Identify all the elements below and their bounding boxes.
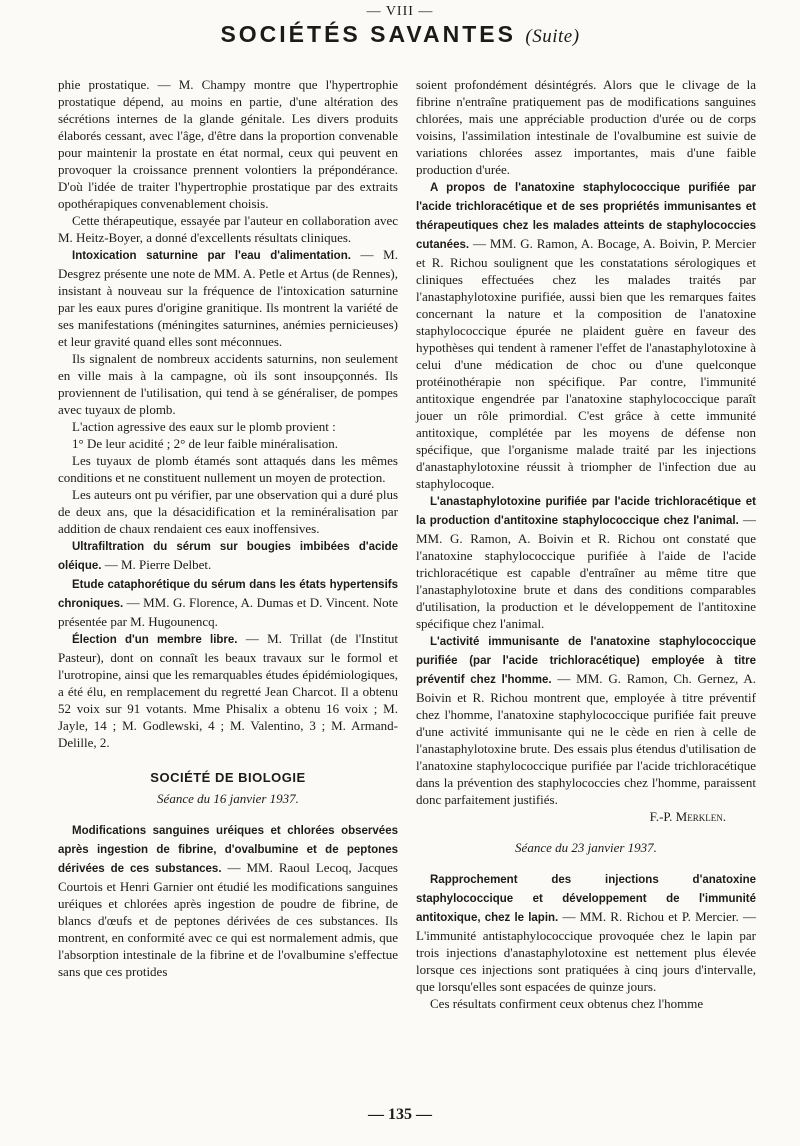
article-entry xyxy=(58,575,398,630)
article-entry xyxy=(58,537,398,575)
paragraph: Ces résultats confirment ceux obtenus chez l'homme xyxy=(430,996,704,1011)
article-body: — MM. G. Florence, A. Dumas et D. Vincent. Note présentée par M. Hugounencq. xyxy=(58,595,398,629)
article-entry xyxy=(416,870,756,995)
article-entry xyxy=(416,492,756,632)
roman-page-number: — VIII — xyxy=(366,4,434,19)
article-body: — M. Desgrez présente une note de MM. A. Petle et Artus (de Rennes), insistant à nouveau sur la fréquence de l'intoxication saturnine par les eaux pures d'origine granitique. Ils montrent la variété de ses manifestations (méningites saturnines, anémies pernicieuses) et leur gravité quand elles sont méconnues. xyxy=(58,247,398,349)
article-entry xyxy=(416,178,756,492)
article-body: — M. Pierre Delbet. xyxy=(101,557,212,572)
article-body: — MM. G. Ramon, A. Boivin et R. Richou ont constaté que l'anatoxine staphylococcique purifiée à l'aide de l'acide trichloracétique est capable d'entraîner au même titre que l'anastaphylotoxine brute et dans des conditions comparables d'utilisation, la production et le développement de l'antitoxine spécifique chez l'animal. xyxy=(416,512,756,631)
article-title: A propos de l'anatoxine staphylococcique purifiée par l'acide trichloracétique et de ses propriétés immunisantes et thérapeutiques chez les malades atteints de staphylococcies cutanées. xyxy=(416,182,756,251)
paragraph: Les auteurs ont pu vérifier, par une observation qui a duré plus de deux ans, que la désacidification et la reminéralisation par addition de chaux rendaient ces eaux inoffensives. xyxy=(58,487,398,536)
article-entry xyxy=(58,630,398,751)
right-column xyxy=(416,76,756,1012)
article-body: — MM. G. Ramon, Ch. Gernez, A. Boivin et R. Richou montrent que, employée à titre préventif chez l'homme, l'anatoxine staphylococcique purifiée fait preuve d'une activité immunisante qui ne le cède en rien à celle de l'anastaphylotoxine brute. Des essais plus étendus d'utilisation de l'anatoxine staphylococcique purifiée par l'acide trichloracétique dans la prévention des staphylococcies chez l'homme, paraissent donc parfaitement justifiés. xyxy=(416,671,756,807)
session-date: Séance du 23 janvier 1937. xyxy=(515,840,657,855)
article-title: Élection d'un membre libre. xyxy=(72,634,238,646)
article-body: — MM. R. Richou et P. Mercier. — L'immunité antistaphylococcique provoquée chez le lapin par trois injections d'anastaphylotoxine est nettement plus élevée lorsque ces injections sont pratiquées à cinq jours d'intervalle, que lorsqu'elles sont espacées de quinze jours. xyxy=(416,909,757,994)
article-body: — MM. Raoul Lecoq, Jacques Courtois et Henri Garnier ont étudié les modifications sanguines uréiques et chlorées après ingestion de poudre de fibrine, de blancs d'œufs et de peptones dérivées de ces substances. Ils montrent, en conformité avec ce qui est normalement admis, que l'absorption intestinale de la fibrine et de l'ovalbumine s'effectue sans que ces protides xyxy=(58,860,398,979)
page-number: — 135 — xyxy=(368,1106,432,1123)
paragraph: Ils signalent de nombreux accidents saturnins, non seulement en ville mais à la campagne, où ils sont insoupçonnés. Ils proviennent de l'utilisation, qui tend à se généraliser, de pompes avec tuyaux de plomb. xyxy=(58,351,398,417)
article-title: Intoxication saturnine par l'eau d'alimentation. xyxy=(72,250,351,262)
signature-text: F.-P. Merklen. xyxy=(649,809,726,824)
article-title: Modifications sanguines uréiques et chlorées observées après ingestion de fibrine, d'ovalbumine et de peptones dérivées de ces substances. xyxy=(58,825,398,875)
article-title: L'anastaphylotoxine purifiée par l'acide trichloracétique et la production d'antitoxine staphylococcique chez l'animal. xyxy=(416,496,756,527)
article-title: L'activité immunisante de l'anatoxine staphylococcique purifiée (par l'acide trichloracétique) employée à titre préventif chez l'homme. xyxy=(416,636,756,686)
paragraph: Les tuyaux de plomb étamés sont attaqués dans les mêmes conditions et ne constituent nullement un moyen de protection. xyxy=(58,453,398,485)
page-header xyxy=(0,4,800,48)
article-title: Ultrafiltration du sérum sur bougies imbibées d'acide oléique. xyxy=(58,541,398,572)
article-entry xyxy=(416,632,756,808)
left-column xyxy=(58,76,398,980)
title-suite: (Suite) xyxy=(525,26,580,47)
article-body: — MM. G. Ramon, A. Bocage, A. Boivin, P. Mercier et R. Richou soulignent que les constatations sérologiques et cliniques effectuées chez les malades traités par l'anastaphylotoxine purifiée, aussi bien que les remarques faites concernant la nature et la composition de l'anatoxine staphylococcique épurée ne plaident guère en faveur des hypothèses qui tendent à ramener l'effet de l'anastaphylotoxine à celui d'une médication de choc ou d'une quelconque protéinothérapie non spécifique. Par contre, l'immunité antitoxique engendrée par l'anatoxine staphylococcique paraît jouer un rôle primordial. C'est grâce à cette immunité antitoxique, complétée par les moyens de défense non spécifique, que l'organisme malade traité par les injections d'anastaphylotoxine réussit à triompher de l'infection due au staphylocoque. xyxy=(416,236,756,491)
signature xyxy=(416,808,756,825)
article-entry xyxy=(58,246,398,350)
paragraph: Cette thérapeutique, essayée par l'auteur en collaboration avec M. Heitz-Boyer, a donné d'excellents résultats cliniques. xyxy=(58,213,398,245)
article-entry xyxy=(58,821,398,980)
article-title: Rapprochement des injections d'anatoxine staphylococcique et développement de l'immunité antitoxique, chez le lapin. xyxy=(416,874,756,924)
page-title xyxy=(0,21,800,48)
paragraph: 1° De leur acidité ; 2° de leur faible minéralisation. xyxy=(72,436,338,451)
article-title: Etude cataphorétique du sérum dans les états hypertensifs chroniques. xyxy=(58,579,398,610)
paragraph: soient profondément désintégrés. Alors que le clivage de la fibrine n'entraîne pratiquement pas de modifications sanguines chlorées, mais une appréciable production d'urée ou de corps voisins, l'assimilation intestinale de l'ovalbumine est suivie de variations chlorées assez importantes, mais d'une faible production d'urée. xyxy=(416,77,756,177)
paragraph: L'action agressive des eaux sur le plomb provient : xyxy=(72,419,336,434)
title-text: SOCIÉTÉS SAVANTES xyxy=(220,21,516,47)
session-date: Séance du 16 janvier 1937. xyxy=(157,791,299,806)
section-heading: SOCIÉTÉ DE BIOLOGIE xyxy=(150,770,306,785)
article-body: — M. Trillat (de l'Institut Pasteur), dont on connaît les beaux travaux sur le formol et l'urotropine, ainsi que les remarquables études épidémiologiques, a été élu, en remplacement du regretté Jean Charcot. Il a obtenu 52 voix sur 91 votants. Mme Phisalix a obtenu 16 voix ; M. Jayle, 14 ; M. Godlewski, 4 ; M. Valentino, 3 ; M. Armand-Delille, 2. xyxy=(58,631,398,750)
paragraph: phie prostatique. — M. Champy montre que l'hypertrophie prostatique dépend, au moins en partie, d'une altération des sécrétions internes de la glande génitale. Les divers produits élaborés cessant, avec l'âge, d'être dans la proportion convenable pour maintenir la prostate en état normal, ceux qui peuvent en provoquer la croissance prennent volontiers la prépondérance. D'où l'idée de traiter l'hypertrophie prostatique par des extraits opothérapiques convenablement choisis. xyxy=(58,77,398,211)
